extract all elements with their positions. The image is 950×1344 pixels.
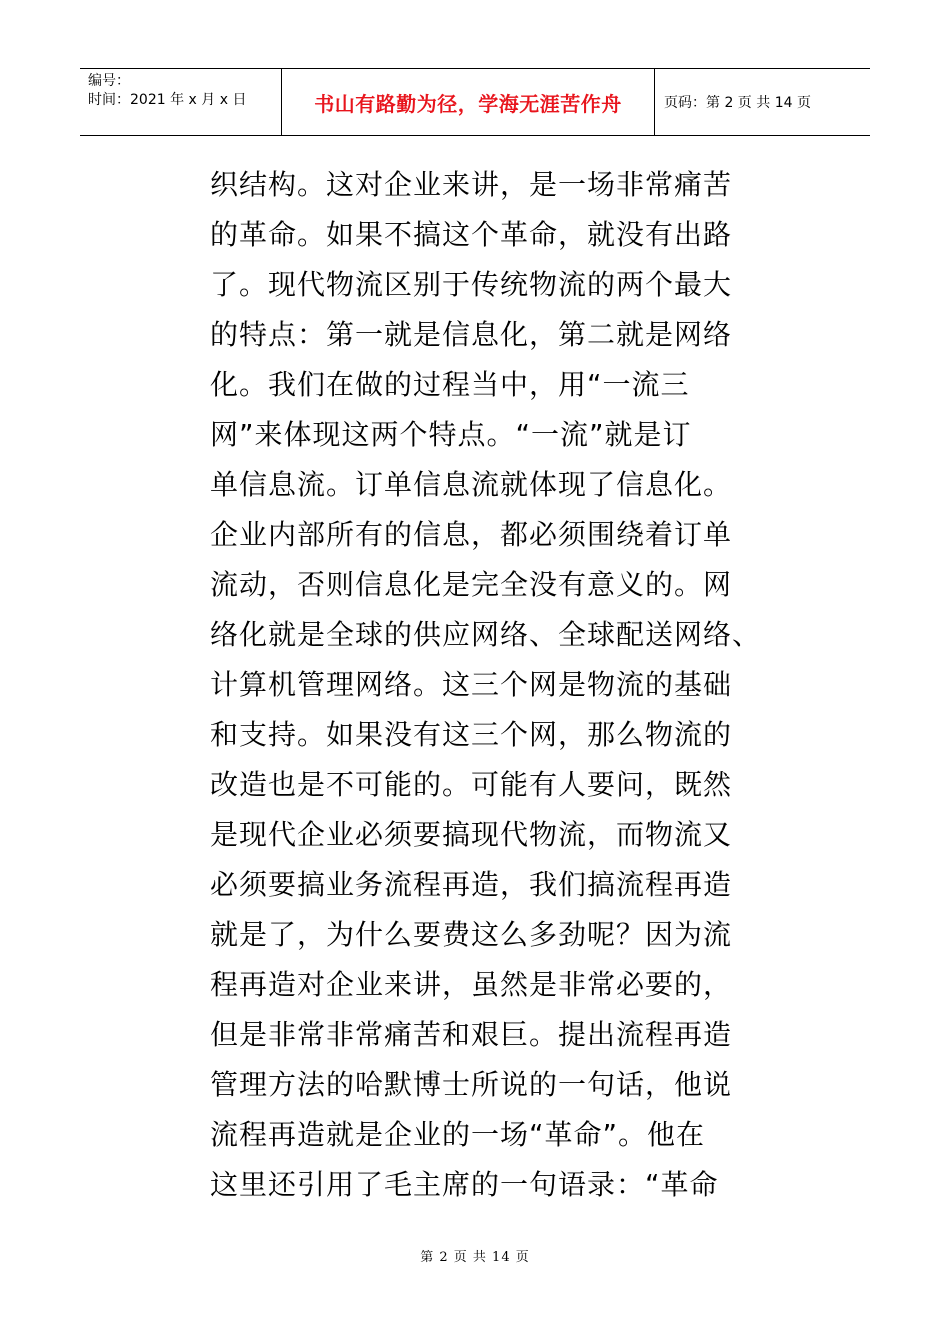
motto-text: 书山有路勤为径，学海无涯苦作舟 <box>314 91 622 116</box>
body-line: 了。现代物流区别于传统物流的两个最大 <box>210 268 733 301</box>
body-line: 和支持。如果没有这三个网，那么物流的 <box>210 718 733 751</box>
body-line: 程再造对企业来讲，虽然是非常必要的， <box>210 968 733 1001</box>
header-meta-cell <box>80 69 282 135</box>
footer-page-number: 第 2 页 共 14 页 <box>420 1250 530 1265</box>
body-line: 计算机管理网络。这三个网是物流的基础 <box>210 668 733 701</box>
document-body <box>210 160 762 1210</box>
page-footer <box>0 1246 950 1265</box>
body-line: 络化就是全球的供应网络、全球配送网络、 <box>210 618 762 651</box>
body-line: 这里还引用了毛主席的一句语录：“革命 <box>210 1168 719 1201</box>
body-line: 单信息流。订单信息流就体现了信息化。 <box>210 468 733 501</box>
body-line: 是现代企业必须要搞现代物流，而物流又 <box>210 818 733 851</box>
header-motto-cell <box>282 69 655 135</box>
body-line: 织结构。这对企业来讲，是一场非常痛苦 <box>210 168 733 201</box>
page-info-text: 页码：第 2 页 共 14 页 <box>664 95 811 111</box>
body-line: 化。我们在做的过程当中，用“一流三 <box>210 368 690 401</box>
body-line: 的革命。如果不搞这个革命，就没有出路 <box>210 218 733 251</box>
body-line: 网”来体现这两个特点。“一流”就是订 <box>210 418 692 451</box>
document-time-label: 时间：2021 年 x 月 x 日 <box>88 92 247 108</box>
body-line: 管理方法的哈默博士所说的一句话，他说 <box>210 1068 733 1101</box>
header-page-cell <box>655 69 870 135</box>
body-line: 就是了，为什么要费这么多劲呢？因为流 <box>210 918 733 951</box>
body-line: 企业内部所有的信息，都必须围绕着订单 <box>210 518 733 551</box>
body-line: 流动，否则信息化是完全没有意义的。网 <box>210 568 733 601</box>
document-number-label: 编号： <box>88 73 130 89</box>
body-line: 改造也是不可能的。可能有人要问，既然 <box>210 768 733 801</box>
body-line: 但是非常非常痛苦和艰巨。提出流程再造 <box>210 1018 733 1051</box>
body-line: 必须要搞业务流程再造，我们搞流程再造 <box>210 868 733 901</box>
document-header <box>80 68 870 136</box>
body-line: 流程再造就是企业的一场“革命”。他在 <box>210 1118 706 1151</box>
body-line: 的特点：第一就是信息化，第二就是网络 <box>210 318 733 351</box>
